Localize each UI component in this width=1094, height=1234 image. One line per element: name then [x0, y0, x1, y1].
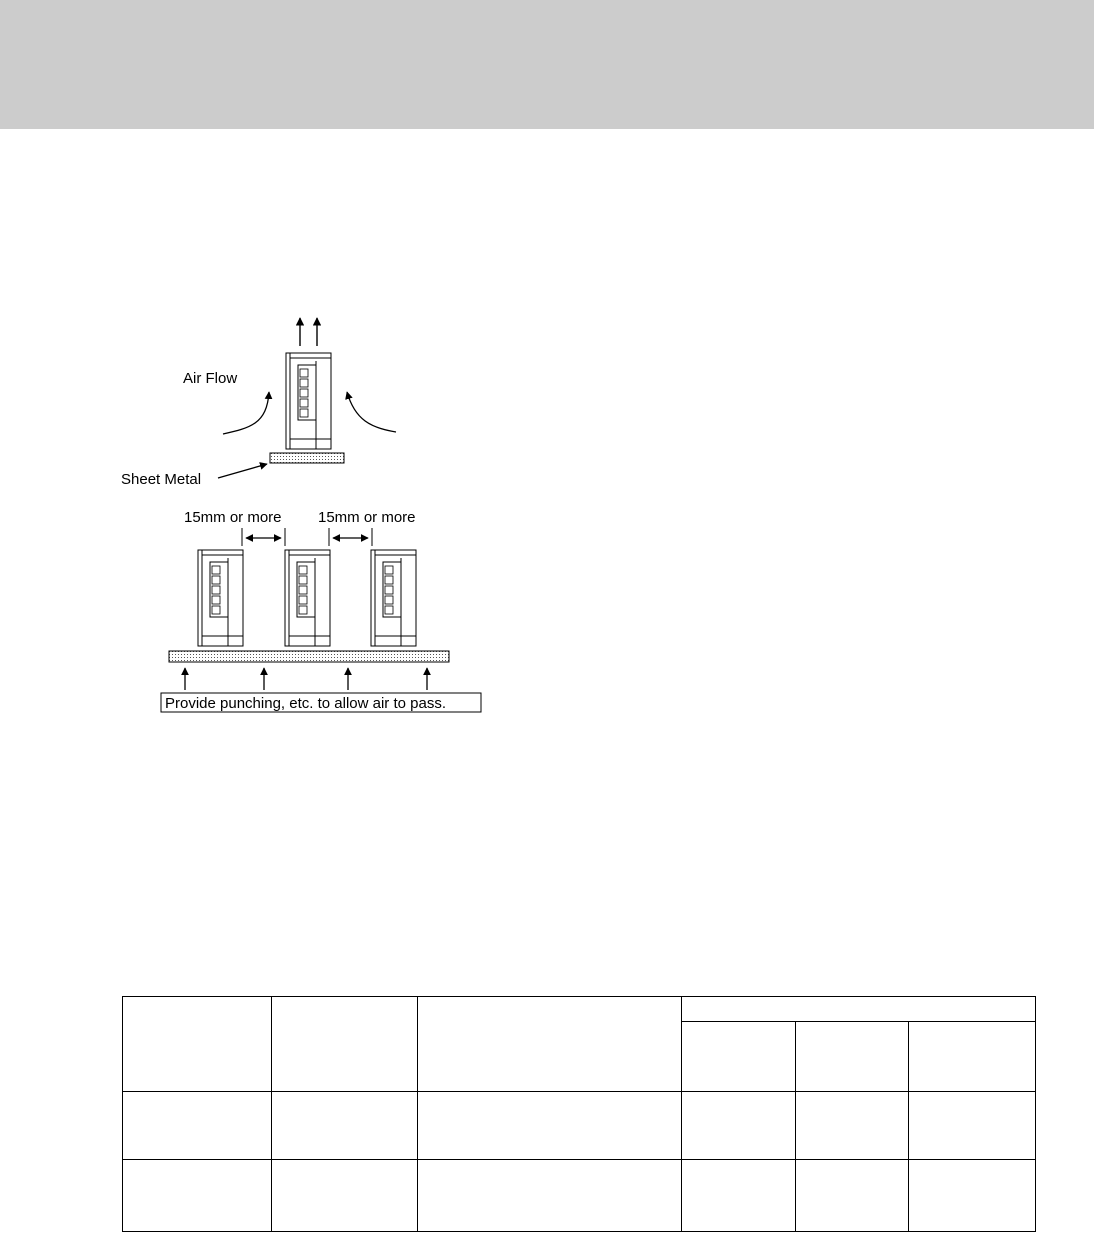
mounting-diagram — [115, 306, 483, 716]
table-cell — [123, 1160, 272, 1232]
table-cell — [682, 1092, 796, 1160]
mounting-plate — [169, 651, 449, 662]
table-cell — [272, 1092, 418, 1160]
drive-unit-single — [286, 353, 331, 449]
drive-unit-3 — [371, 550, 416, 646]
header-cell — [272, 997, 418, 1092]
table-cell — [418, 1092, 682, 1160]
table-cell — [909, 1160, 1036, 1232]
table-cell — [272, 1160, 418, 1232]
air-flow-arrow-right — [347, 392, 396, 432]
subheader-cell — [796, 1022, 909, 1092]
sheet-metal-pointer — [218, 464, 267, 478]
subheader-cell — [682, 1022, 796, 1092]
table-cell — [909, 1092, 1036, 1160]
header-group-cell — [682, 997, 1036, 1022]
drive-unit-2 — [285, 550, 330, 646]
spacing-label-right: 15mm or more — [318, 509, 416, 526]
header-cell — [418, 997, 682, 1092]
sheet-metal-label: Sheet Metal — [121, 471, 202, 488]
table-cell — [123, 1092, 272, 1160]
spacing-label-left: 15mm or more — [184, 509, 282, 526]
spec-table — [122, 996, 1036, 1232]
table-header-row — [123, 997, 1036, 1022]
table-cell — [418, 1160, 682, 1232]
air-flow-label: Air Flow — [183, 370, 238, 387]
subheader-cell — [909, 1022, 1036, 1092]
drive-unit-1 — [198, 550, 243, 646]
sheet-metal-plate — [270, 453, 344, 463]
table-cell — [796, 1092, 909, 1160]
table-cell — [796, 1160, 909, 1232]
header-cell — [123, 997, 272, 1092]
header-band — [0, 0, 1094, 129]
table-row — [123, 1160, 1036, 1232]
punching-note: Provide punching, etc. to allow air to pass. — [165, 695, 446, 712]
air-flow-arrow-left — [223, 392, 269, 434]
table-row — [123, 1092, 1036, 1160]
table-cell — [682, 1160, 796, 1232]
